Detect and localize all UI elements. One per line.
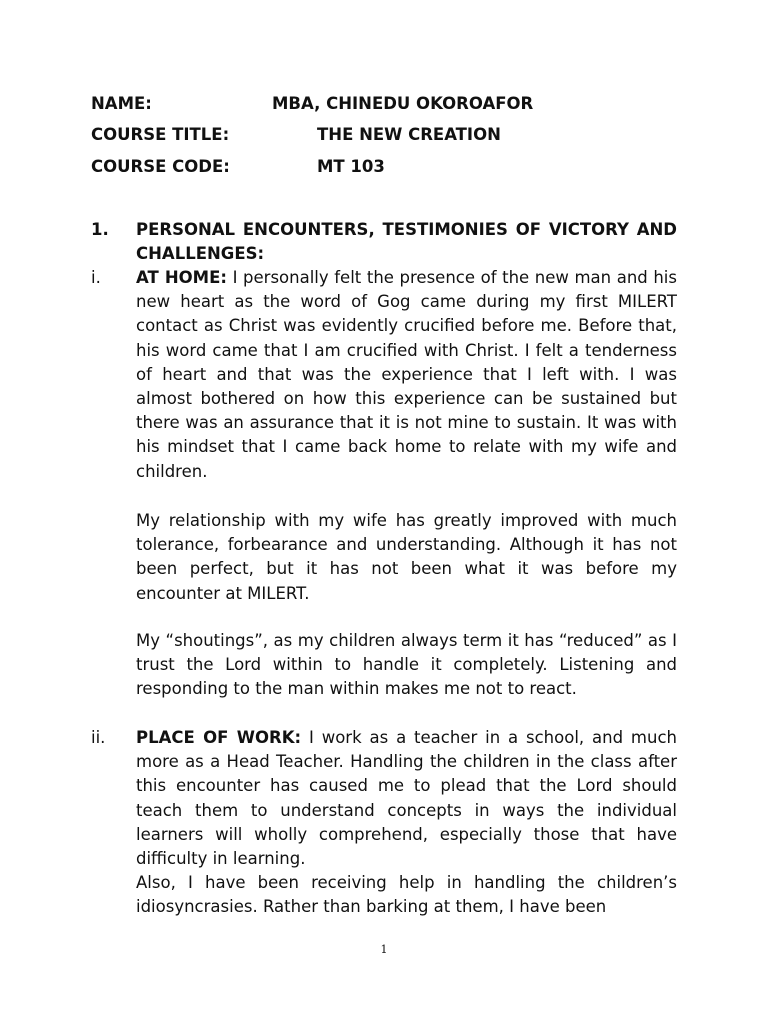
section-heading: PERSONAL ENCOUNTERS, TESTIMONIES OF VICTORY AND CHALLENGES: [136, 220, 677, 264]
course-title-label: COURSE TITLE: [91, 125, 230, 144]
item-ii-lead: PLACE OF WORK: [136, 728, 302, 747]
name-label: NAME: [91, 94, 152, 113]
item-ii-text-2: Also, I have been receiving help in handling the children’s idiosyncrasies. Rather than barking at them, I have been [136, 873, 677, 917]
item-i-text-3: My “shoutings”, as my children always term it has “reduced” as I trust the Lord within to handle it completely. Listening and responding to the man within makes me not to react. [136, 631, 677, 699]
item-i-paragraph-3 [136, 629, 677, 702]
item-i-lead: AT HOME: [136, 268, 227, 287]
course-code-value: MT 103 [317, 157, 385, 176]
course-code-label: COURSE CODE: [91, 157, 230, 176]
item-i-text-1: I personally felt the presence of the new man and his new heart as the word of Gog came during my first MILERT contact as Christ was evidently crucified before me. Before that, his word came that I am crucified with Christ. I felt a tenderness of heart and that was the experience that I left with. I was almost bothered on how this experience can be sustained but there was an assurance that it is not mine to sustain. It was with his mindset that I came back home to relate with my wife and children. [136, 268, 677, 481]
name-value: MBA, CHINEDU OKOROAFOR [272, 94, 534, 113]
item-i-text-2: My relationship with my wife has greatly improved with much tolerance, forbearance and understanding. Although it has not been perfect, but it has not been what it was before my encounter at MILERT. [136, 511, 677, 603]
course-title-value: THE NEW CREATION [317, 125, 501, 144]
item-i-marker: i. [91, 268, 101, 287]
item-ii-paragraph-1 [136, 726, 677, 920]
page-number: 1 [380, 943, 388, 956]
section-number: 1. [91, 220, 109, 239]
item-i-paragraph-2 [136, 509, 677, 606]
item-ii-text-1: I work as a teacher in a school, and much more as a Head Teacher. Handling the children in the class after this encounter has caused me to plead that the Lord should teach them to understand concepts in ways the individual learners will wholly comprehend, especially those that have difficulty in learning. [136, 728, 677, 869]
item-ii-marker: ii. [91, 728, 106, 747]
item-i-paragraph-1 [136, 266, 677, 484]
